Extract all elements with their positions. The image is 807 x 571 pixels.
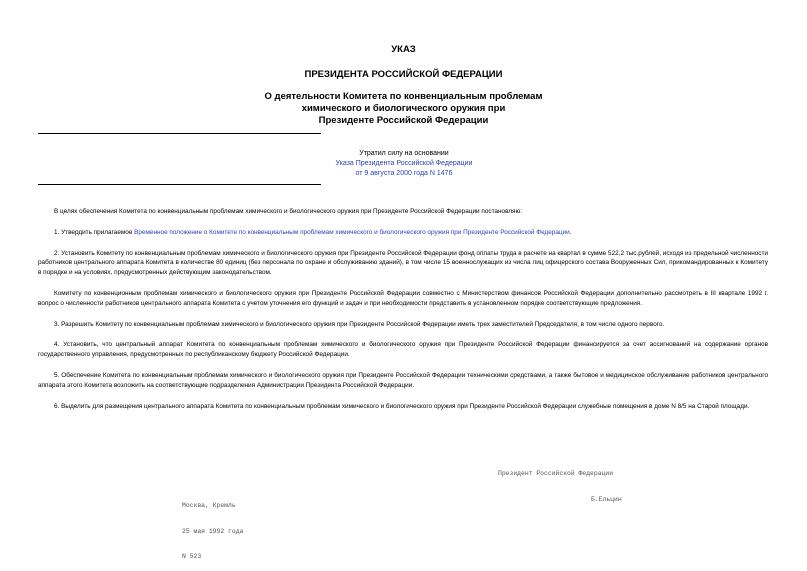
document-body <box>38 207 768 422</box>
place-date-block <box>182 485 243 570</box>
divider-top <box>38 133 321 134</box>
paragraph-5: 5. Обеспечение Комитета по конвенциальным проблемам химического и биологического оружия при Президенте Российской Федерации техническими средствами, а также бытовое и медицинское обслуживание работников центрального аппарата этого Комитета возложить на соответствующие подразделения Администрации Президента Российской Федерации. <box>38 371 768 389</box>
paragraph-1 <box>38 228 768 238</box>
status-text: Утратил силу на основании <box>359 150 449 157</box>
document-kind: УКАЗ <box>391 44 416 55</box>
document-title-line-1: О деятельности Комитета по конвенциальным проблемам <box>264 91 543 102</box>
paragraph-4: 4. Установить, что центральный аппарат Комитета по конвенциальным проблемам химического и биологического оружия при Президенте Российской Федерации финансируется за счет ассигнований на содержание органов государственного управления, предусмотренных по республиканскому бюджету Российской Федерации. <box>38 341 768 359</box>
signature-block <box>498 453 622 513</box>
document-issuer: ПРЕЗИДЕНТА РОССИЙСКОЙ ФЕДЕРАЦИИ <box>304 69 503 80</box>
signature-name: Б.Ельцин <box>591 495 622 503</box>
intro-paragraph: В целях обеспечения Комитета по конвенциальным проблемам химического и биологического оружия при Президенте Российской Федерации постановляю: <box>54 208 523 215</box>
status-link-decree[interactable]: Указа Президента Российской Федерации <box>335 160 473 167</box>
place-city: Москва, Кремль <box>182 502 236 509</box>
place-date: 25 мая 1992 года <box>182 527 244 535</box>
paragraph-2: 2. Установить Комитету по конвенциальным проблемам химического и биологического оружия при Президенте Российской Федерации фонд оплаты труда в расчете на квартал в сумме 522,2 тыс.рублей, исходя из предельной численности работников центрального аппарата Комитета в количестве 80 единиц (без персонала по охране и обслуживанию зданий), в том числе 15 военнослужащих из числа лиц офицерского состава Вооруженных Сил, прикомандированных к Комитету в порядке и на условиях, предусмотренных действующим законодательством. <box>38 249 769 277</box>
temporary-regulation-link[interactable]: Временное положение о Комитете по конвенциальным проблемам химического и биологического оружия при Президенте Российской Федерации <box>134 228 570 236</box>
document-title-line-2: химического и биологического оружия при <box>301 103 506 114</box>
document-status <box>270 149 538 179</box>
divider-bottom <box>38 184 321 185</box>
paragraph-3: 3. Разрешить Комитету по конвенциальным проблемам химического и биологического оружия при Президенте Российской Федерации иметь трех заместителей Председателя, в том числе одного первого. <box>54 320 665 328</box>
signature-position: Президент Российской Федерации <box>498 470 614 477</box>
place-number: N 523 <box>182 553 202 560</box>
document-title-line-3: Президенте Российской Федерации <box>318 115 489 126</box>
paragraph-2b: Комитету по конвенционным проблемам химического и биологического оружия при Президенте Российской Федерации совместно с Министерством финансов Российской Федерации дополнительно рассмотреть в III квартале 1992 г. вопрос о численности работников центрального аппарата Комитета с учетом уточнения его функций и задач и при необходимости представить в установленном порядке соответствующие предложения. <box>38 289 768 307</box>
paragraph-6: 6. Выделить для размещения центрального аппарата Комитета по конвенциальным проблемам химического и биологического оружия при Президенте Российской Федерации служебные помещения в доме N 8/5 на Старой площади. <box>54 402 750 410</box>
status-link-date[interactable]: от 9 августа 2000 года N 1476 <box>355 170 453 177</box>
paragraph-1-end: . <box>569 228 572 236</box>
document-header <box>0 44 807 127</box>
paragraph-1-text: 1. Утвердить прилагаемое <box>54 228 135 236</box>
